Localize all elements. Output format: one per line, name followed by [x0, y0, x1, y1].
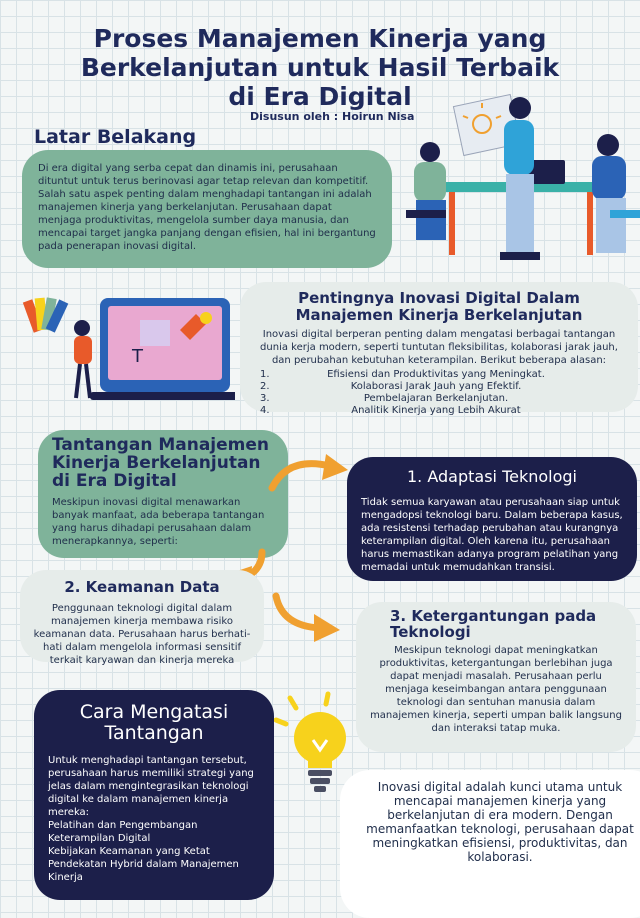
tantangan-body: Meskipun inovasi digital menawarkan banyak manfaat, ada beberapa tantangan yang harus dihadapi perusahaan dalam menerapkannya, seperti:	[52, 497, 265, 547]
list-item: 3. Pembelajaran Berkelanjutan.	[260, 393, 509, 404]
cara-card	[34, 690, 274, 900]
list-item: 2. Kolaborasi Jarak Jauh yang Efektif.	[260, 381, 522, 392]
inovasi-list	[254, 369, 624, 417]
list-item: 1. Efisiensi dan Produktivitas yang Meningkat.	[260, 369, 545, 380]
digital-design-illustration	[20, 280, 235, 410]
cara-item: Pelatihan dan Pengembangan Keterampilan Digital	[48, 820, 198, 844]
ketergantungan-body: Meskipun teknologi dapat meningkatkan produktivitas, ketergantungan berlebihan juga dapat menjadi masalah. Perusahaan perlu menjaga keseimbangan antara penggunaan teknologi dan sentuhan manusia dalam manajemen kinerja, seperti umpan balik langsung dan interaksi tatap muka.	[370, 645, 622, 734]
penutup-body: Inovasi digital adalah kunci utama untuk mencapai manajemen kinerja yang berkelanjutan di era modern. Dengan memanfaatkan teknologi, perusahaan dapat meningkatkan efisiensi, produktivitas, dan kolaborasi.	[366, 780, 634, 864]
arrow-icon	[268, 452, 358, 498]
ketergantungan-card	[356, 602, 636, 752]
ketergantungan-heading: 3. Ketergantungan pada Teknologi	[390, 607, 597, 641]
latar-body: Di era digital yang serba cepat dan dinamis ini, perusahaan dituntut untuk terus berinovasi agar tetap relevan dan kompetitif. Salah satu aspek penting dalam menghadapi tantangan ini adalah manajemen kinerja yang berkelanjutan. Perusahaan dapat menjaga produktivitas, mengelola sumber daya manusia, dan mencapai target jangka panjang dengan efisien, hal ini bergantung pada penerapan inovasi digital.	[38, 163, 376, 252]
svg-text:T: T	[132, 346, 143, 367]
cara-item: Pendekatan Hybrid dalam Manajemen Kinerja	[48, 859, 239, 883]
keamanan-card	[20, 570, 264, 666]
penutup-card	[340, 770, 640, 918]
keamanan-body: Penggunaan teknologi digital dalam manajemen kinerja membawa risiko keamanan data. Perusahaan harus berhati-hati dalam mengelola informasi sensitif terkait karyawan dan kinerja mereka	[33, 603, 251, 666]
cara-body: Untuk menghadapi tantangan tersebut, perusahaan harus memiliki strategi yang jelas dalam mengintegrasikan teknologi digital ke dalam manajemen kinerja mereka:	[48, 755, 254, 818]
adaptasi-body: Tidak semua karyawan atau perusahaan siap untuk mengadopsi teknologi baru. Dalam beberapa kasus, ada resistensi terhadap perubahan atau kurangnya keterampilan digital. Oleh karena itu, perusahaan harus memastikan adanya program pelatihan yang memadai untuk memudahkan transisi.	[361, 497, 623, 573]
list-item: 4. Analitik Kinerja yang Lebih Akurat	[260, 405, 521, 416]
arrow-icon	[270, 592, 350, 644]
tantangan-card	[38, 430, 288, 558]
latar-heading: Latar Belakang	[34, 126, 197, 148]
inovasi-heading: Pentingnya Inovasi Digital Dalam Manajemen Kinerja Berkelanjutan	[295, 289, 583, 324]
author: Disusun oleh : Hoirun Nisa	[250, 110, 415, 123]
adaptasi-heading: 1. Adaptasi Teknologi	[406, 467, 577, 486]
page-title: Proses Manajemen Kinerja yang Berkelanjutan untuk Hasil Terbaik di Era Digital	[80, 24, 560, 111]
latar-belakang-card	[22, 150, 392, 268]
team-meeting-illustration	[400, 90, 640, 280]
cara-item: Kebijakan Keamanan yang Ketat	[48, 846, 210, 857]
inovasi-body: Inovasi digital berperan penting dalam mengatasi berbagai tantangan dunia kerja modern, seperti tuntutan fleksibilitas, kolaborasi jarak jauh, dan perubahan kebutuhan keterampilan. Berikut beberapa alasan:	[260, 329, 618, 366]
adaptasi-card	[347, 457, 637, 581]
tantangan-heading: Tantangan Manajemen Kinerja Berkelanjutan di Era Digital	[52, 435, 270, 491]
keamanan-heading: 2. Keamanan Data	[64, 578, 220, 596]
inovasi-card	[240, 282, 638, 416]
cara-heading: Cara Mengatasi Tantangan	[79, 701, 229, 744]
